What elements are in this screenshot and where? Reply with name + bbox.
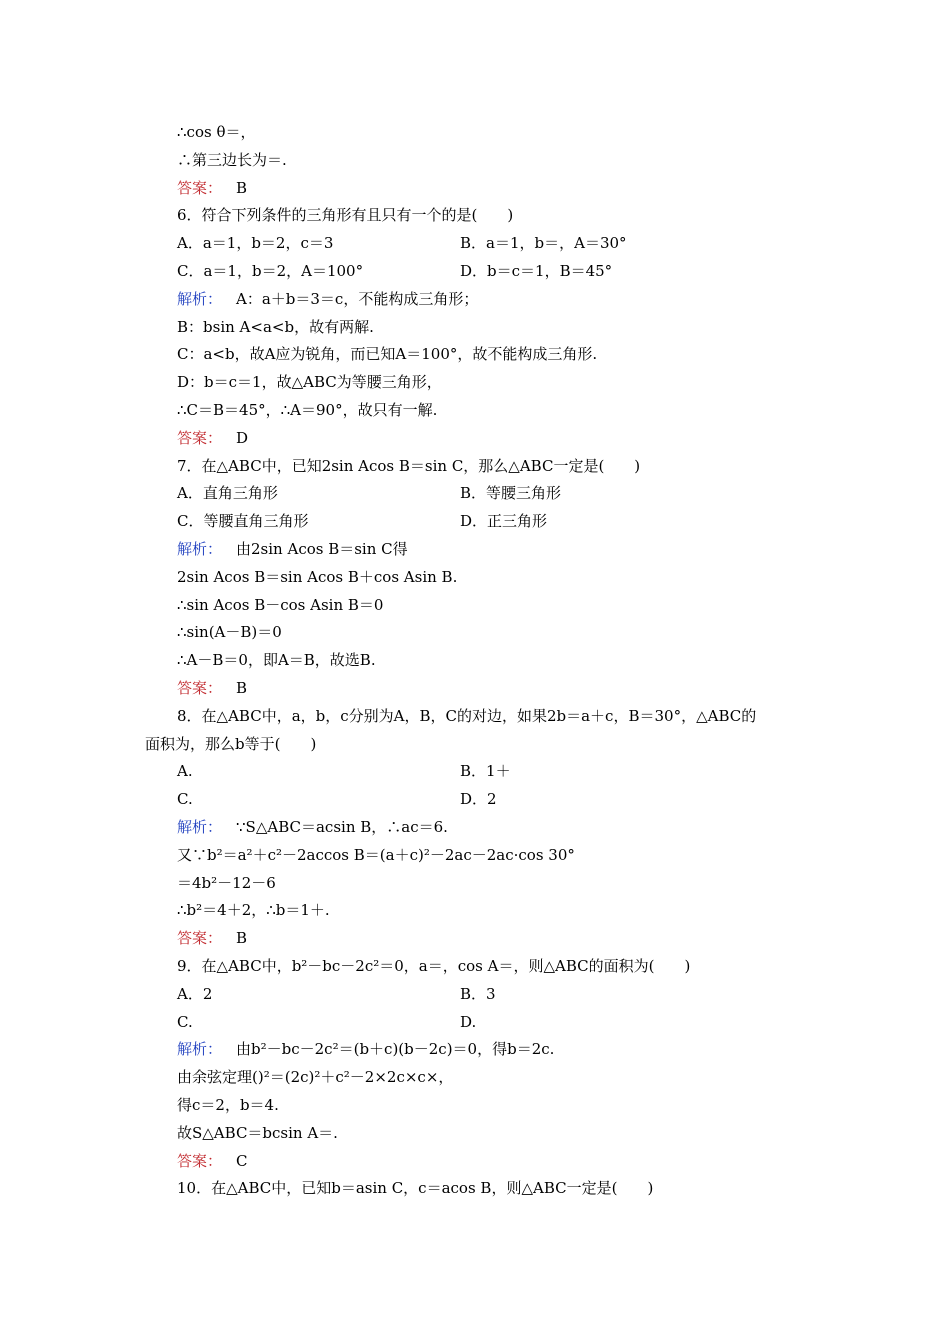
text-line	[177, 621, 282, 643]
text-line	[177, 482, 817, 504]
option-left: C．等腰直角三角形	[177, 512, 309, 531]
line-text: 6．符合下列条件的三角形有且只有一个的是( )	[177, 206, 514, 225]
answer-label: 答案：	[177, 679, 223, 697]
text-line	[177, 899, 330, 921]
line-text: 7．在△ABC中，已知2sin Acos B＝sin C，那么△ABC一定是( )	[177, 456, 641, 475]
text-line	[177, 649, 376, 671]
line-text: B：bsin A<a<b，故有两解.	[177, 317, 374, 336]
text-line	[177, 399, 437, 421]
text-line	[177, 427, 248, 449]
text-line	[177, 1038, 554, 1060]
line-text: ∴C＝B＝45°，∴A＝90°，故只有一解.	[177, 401, 438, 419]
text-line	[177, 538, 408, 560]
line-text: 又∵b²＝a²＋c²－2accos B＝(a＋c)²－2ac－2ac·cos 30°	[177, 845, 575, 864]
answer-label: 答案：	[177, 178, 223, 197]
option-left: A.	[177, 762, 193, 781]
analysis-label: 解析：	[177, 818, 223, 836]
text-line	[177, 1011, 817, 1033]
text-line	[177, 288, 478, 310]
line-text: ∴第三边长为＝.	[177, 150, 287, 169]
option-left: C.	[177, 1012, 193, 1031]
line-text: 9．在△ABC中，b²－bc－2c²＝0，a＝，cos A＝，则△ABC的面积为( )	[177, 957, 691, 975]
line-text: ∴cos θ＝，	[177, 123, 256, 141]
text-line	[177, 872, 276, 894]
option-right: D．2	[460, 790, 497, 809]
line-text: 故S△ABC＝bcsin A＝.	[177, 1123, 338, 1142]
line-text: B	[236, 929, 248, 948]
line-text: ∴sin Acos B－cos Asin B＝0	[177, 595, 384, 614]
option-left: C.	[177, 790, 193, 809]
answer-label: 答案：	[177, 428, 223, 447]
text-line	[177, 927, 247, 949]
analysis-label: 解析：	[177, 1040, 223, 1059]
line-text: 面积为，那么b等于( )	[145, 734, 317, 753]
text-line	[177, 371, 442, 393]
option-right: B．等腰三角形	[460, 484, 562, 503]
option-right: D.	[460, 1012, 477, 1031]
line-text: ∴A－B＝0，即A＝B，故选B.	[177, 651, 376, 670]
text-line	[177, 566, 457, 588]
line-text: 8．在△ABC中，a，b，c分别为A，B，C的对边，如果2b＝a＋c，B＝30°，△ABC的	[177, 706, 757, 725]
text-line	[177, 816, 448, 838]
text-line	[177, 149, 287, 171]
option-right: D．正三角形	[460, 512, 548, 531]
text-line	[177, 677, 247, 699]
text-line	[177, 121, 255, 143]
text-line	[177, 760, 817, 782]
text-line	[177, 455, 640, 477]
text-line	[177, 510, 817, 532]
option-right: B．a＝1，b＝，A＝30°	[460, 234, 627, 253]
line-text: 得c＝2，b＝4.	[177, 1096, 279, 1114]
text-line	[177, 1150, 248, 1172]
option-right: D．b＝c＝1，B＝45°	[460, 262, 613, 280]
text-line	[177, 177, 247, 199]
text-line	[177, 705, 756, 727]
line-text: A：a＋b＝3＝c，不能构成三角形；	[236, 289, 479, 308]
text-line	[177, 788, 817, 810]
text-line	[177, 594, 383, 616]
line-text: 10．在△ABC中，已知b＝asin C，c＝acos B，则△ABC一定是( )	[177, 1179, 654, 1198]
line-text: ∴b²＝4＋2，∴b＝1＋.	[177, 901, 330, 920]
line-text: B	[236, 178, 248, 197]
analysis-label: 解析：	[177, 540, 223, 558]
text-line	[177, 260, 817, 282]
text-line	[145, 733, 316, 755]
line-text: B	[236, 679, 248, 697]
option-left: A．a＝1，b＝2，c＝3	[177, 234, 334, 253]
option-left: C．a＝1，b＝2，A＝100°	[177, 262, 364, 280]
text-line	[177, 343, 597, 365]
text-line	[177, 1066, 453, 1088]
analysis-label: 解析：	[177, 289, 223, 308]
line-text: 由b²－bc－2c²＝(b＋c)(b－2c)＝0，得b＝2c.	[236, 1040, 555, 1059]
answer-label: 答案：	[177, 1151, 223, 1170]
line-text: 由余弦定理()²＝(2c)²＋c²－2×2c×c×，	[177, 1068, 454, 1087]
line-text: ＝4b²－12－6	[177, 873, 276, 892]
text-line	[177, 983, 817, 1005]
line-text: ∴sin(A－B)＝0	[177, 623, 282, 642]
text-line	[177, 844, 575, 866]
option-right: B．3	[460, 984, 496, 1003]
text-line	[177, 232, 817, 254]
text-line	[177, 1094, 279, 1116]
text-line	[177, 1122, 338, 1144]
line-text: C	[236, 1151, 248, 1170]
text-line	[177, 204, 513, 226]
option-right: B．1＋	[460, 762, 511, 781]
answer-label: 答案：	[177, 929, 223, 948]
line-text: 2sin Acos B＝sin Acos B＋cos Asin B.	[177, 567, 458, 586]
line-text: D：b＝c＝1，故△ABC为等腰三角形，	[177, 373, 442, 392]
line-text: 由2sin Acos B＝sin C得	[236, 540, 408, 558]
option-left: A．直角三角形	[177, 484, 278, 503]
line-text: D	[236, 428, 249, 447]
line-text: ∵S△ABC＝acsin B，∴ac＝6.	[236, 818, 448, 836]
text-line	[177, 955, 690, 977]
text-line	[177, 316, 374, 338]
text-line	[177, 1177, 653, 1199]
line-text: C：a<b，故A应为锐角，而已知A＝100°，故不能构成三角形.	[177, 345, 598, 364]
option-left: A．2	[177, 984, 213, 1003]
